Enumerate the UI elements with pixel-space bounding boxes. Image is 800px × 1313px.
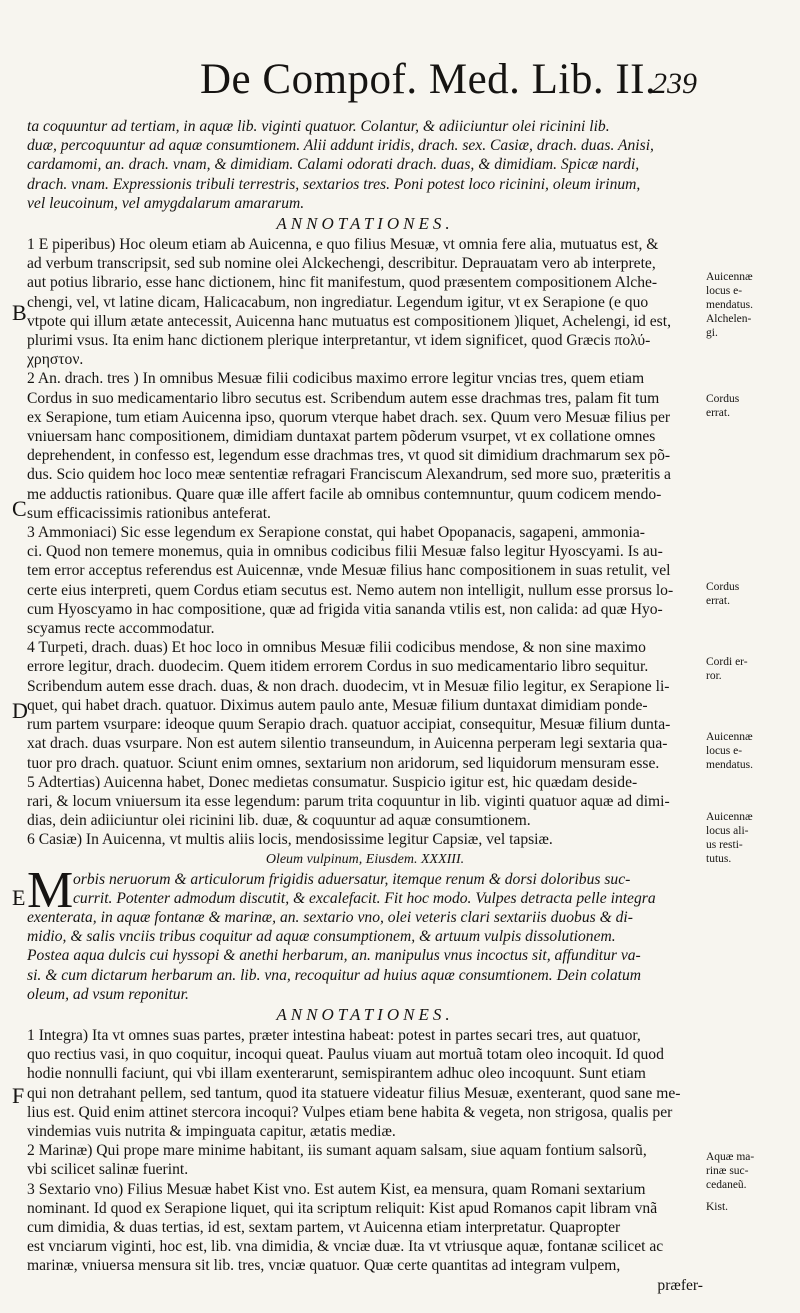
text-line [27,1064,703,1083]
text-line [27,408,703,427]
line-text: 6 Casiæ) In Auicenna, vt multis aliis locis, mendosissime legitur Capsiæ, vel tapsiæ. [27,831,553,849]
line-text: ANNOTATIONES. [276,214,454,234]
line-text: errore legitur, drach. duodecim. Quem itidem errorem Cordus in suo medicamentario libro sequitur. [27,658,649,676]
running-head [0,55,800,115]
line-text: vniuersam hanc compositionem, dimidiam duntaxat partem põderum vsurpet, vt ex collatione omnes [27,428,656,446]
margin-note-cordus-errat-2: Cordus errat. [706,581,740,607]
line-text: orbis neruorum & articulorum frigidis aduersatur, itemque renum & dorsi doloribus suc- [73,870,631,888]
line-text: dias, dein adiiciuntur olei ricinini lib. duæ, & coquuntur ad aquæ consumtionem. [27,812,531,830]
text-line [27,254,703,273]
text-line [27,312,703,331]
text-line [27,331,703,350]
line-text: rari, & locum vniuersum ita esse legendum: parum trita coquuntur in lib. viginti quatuor aquæ ad dimi- [27,792,670,810]
text-line [27,677,703,696]
margin-note-aqua-marina: Aquæ ma- rinæ suc- cedaneũ. [706,1151,755,1191]
text-line [27,155,703,174]
line-text: hodie nonnulli faciunt, qui vbi illam exenterarunt, semispirantem adhuc oleo incoquunt. Sunt etiam [27,1065,646,1083]
line-text: 1 Integra) Ita vt omnes suas partes, præter intestina habeat: potest in partes secari tres, aut quatuor, [27,1026,641,1044]
formula-title [27,850,703,870]
text-line [27,985,703,1004]
line-text: Oleum vulpinum, Eiusdem. XXXIII. [265,851,465,867]
text-line [27,946,703,965]
line-text: si. & cum dictarum herbarum an. lib. vna, recoquitur ad huius aquæ consumtionem. Dein colatum [27,966,642,984]
line-text: vindemias vuis nutrita & impinguata capitur, ætatis mediæ. [27,1122,396,1140]
line-text: me adductis rationibus. Quare quæ ille affert facile ab omnibus contemnuntur, quum codicem mendo- [27,485,662,503]
text-line [27,504,703,523]
text-line [27,619,703,638]
line-text: midio, & salis vnciis tribus coquitur ad aquæ consumptionem, & artuum vulpis dissolutionem. [27,928,616,946]
text-line [27,715,703,734]
text-line [27,1122,703,1141]
text-line [27,273,703,292]
line-text: chengi, vel, vt latine dicam, Halicacabum, non ingrediatur. Legendum igitur, vt ex Serapione (e quo [27,293,649,311]
line-text: quo rectius vasi, in quo coquitur, incoqui queat. Paulus viuam aut mortuã totam oleo incoquit. Id quod [27,1046,664,1064]
text-line [27,1218,703,1237]
text-line [27,427,703,446]
text-line [27,175,703,194]
section-heading [27,1004,703,1026]
line-text: tuor pro drach. quatuor. Sciunt enim omnes, sextarium non aridorum, sed liquidorum mensuram esse. [27,754,660,772]
line-text: exenterata, in aquæ fontanæ & marinæ, an. sextario vno, olei veteris clari sextariis duobus & di- [27,908,633,926]
text-line [27,792,703,811]
text-line [27,1160,703,1179]
line-text: cum dimidia, & duas tertias, id est, sextam partem, vt Auicenna etiam interpretatur. Quapropter [27,1218,621,1236]
line-text: sum efficacissimis rationibus anteferat. [27,504,271,522]
text-line [27,485,703,504]
line-text: vtpote qui illum ætate antecessit, Auicenna hanc mutuatus est compositionem )liquet, Achelengi, id est, [27,312,671,330]
text-line [27,1180,703,1199]
text-line [27,389,703,408]
text-line [27,1084,703,1103]
line-text: 4 Turpeti, drach. duas) Et hoc loco in omnibus Mesuæ filii codicibus mendose, & non sine maximo [27,639,646,657]
line-text: deprehendent, in confesso est, legendum esse drachmas tres, vt quod sit dimidium drachmarum sex põ- [27,447,671,465]
line-text: marinæ, vniuersa mensura sit lib. tres, vnciæ quatuor. Quæ certe quantitas ad integram vulpem, [27,1257,621,1275]
text-line [27,446,703,465]
line-text: ci. Quod non temere monemus, quia in omnibus codicibus filii Mesuæ falso legitur Hyoscyami. Is au- [27,543,663,561]
line-text: vbi scilicet salinæ fuerint. [27,1161,189,1179]
text-line [27,194,703,213]
margin-note-auicenna-emendatus-2: Auicennæ locus e- mendatus. [706,731,753,771]
text-line [27,1141,703,1160]
line-text: certe eius interpreti, quem Cordus etiam secutus est. Nemo autem non intelligit, nullum esse prorsus lo- [27,581,674,599]
text-line [27,523,703,542]
section-letter-d: D [12,698,28,723]
line-text: oleum, ad vsum reponitur. [27,985,189,1003]
text-line [27,927,703,946]
text-line [27,1199,703,1218]
text-line [27,1256,703,1275]
section-letter-c: C [12,496,27,521]
line-text: currit. Potenter admodum discutit, & excalefacit. Fit hoc modo. Vulpes detracta pelle integra [73,889,656,907]
line-text: aut potius librario, esse hanc dictionem, hinc fit manifestum, quod præsentem compositionem Alche- [27,274,658,292]
line-text: qui non detrahant pellem, sed tantum, quod ita statuere videatur filius Mesuæ, exenterant, quod sane me- [27,1084,681,1102]
line-text: xat drach. duas vsurpare. Non est autem silentio transeundum, in Auicenna perperam legi sextaria qua- [27,735,668,753]
text-line [27,1103,703,1122]
line-text: 2 Marinæ) Qui prope mare minime habitant, iis sumant aquam salsam, siue aquam fontium salsorũ, [27,1142,647,1160]
text-line [27,581,703,600]
text-line [27,908,703,927]
line-text: 3 Ammoniaci) Sic esse legendum ex Serapione constat, qui habet Opopanacis, sagapeni, ammonia- [27,524,645,542]
line-text: ad verbum transcripsit, sed sub nomine olei Alckechengi, describitur. Deprauatam vero ab interprete, [27,255,656,273]
text-line [27,773,703,792]
line-text: dus. Scio quidem hoc loco meæ sententiæ refragari Franciscum Alexandrum, sed more suo, præteritis a [27,466,671,484]
line-text: ex Serapione, tum etiam Auicenna ipso, quorum vterque habet drach. sex. Quum vero Mesuæ filius per [27,408,671,426]
line-text: 1 E piperibus) Hoc oleum etiam ab Auicenna, e quo filius Mesuæ, vt omnia fere alia, mutuatus est, & [27,236,659,254]
line-text: Scribendum autem esse drach. duas, & non drach. duodecim, vt in Mesuæ filio legitur, ex Serapione li- [27,677,670,695]
text-line [27,1045,703,1064]
text-line [27,811,703,830]
text-line [27,235,703,254]
margin-note-auicenna-emendatus: Auicennæ locus e- mendatus. Alchelen- gi. [706,271,753,339]
page-number: 239 [652,67,697,100]
section-letter-e: E [12,885,26,910]
text-line [27,638,703,657]
margin-note-cordus-errat: Cordus errat. [706,393,740,419]
line-text: duæ, percoquuntur ad aquæ consumtionem. Alii addunt iridis, drach. sex. Casiæ, drach. duas. Anisi, [27,137,654,155]
line-text: vel leucoinum, vel amygdalarum amararum. [27,194,305,212]
text-line [27,561,703,580]
line-text: tem error acceptus referendus est Auicennæ, vnde Mesuæ filius hanc compositionem in suas retulit, vel [27,562,671,580]
text-line [27,465,703,484]
section-letter-f: F [12,1083,25,1108]
margin-note-kist: Kist. [706,1201,729,1213]
line-text: est vnciarum viginti, hoc est, lib. vna dimidia, & vnciæ duæ. Ita vt vtriusque aquæ, fontanæ scilicet ac [27,1238,664,1256]
text-line [27,350,703,369]
line-text: cardamomi, an. drach. vnam, & dimidiam. Calami odorati drach. duas, & dimidiam. Spicæ nardi, [27,156,640,174]
running-title: De Compof. Med. Lib. II. [200,56,657,103]
line-text: 5 Adtertias) Auicenna habet, Donec medietas consumatur. Suspicio igitur est, hic quædam deside- [27,773,638,791]
drop-cap: M [27,861,74,919]
line-text: 2 An. drach. tres ) In omnibus Mesuæ filii codicibus maximo errore legitur vncias tres, quem etiam [27,370,645,388]
line-text: quet, qui habet drach. quatuor. Diximus autem paulo ante, Mesuæ filium duntaxat dimidiam ponde- [27,696,648,714]
line-text: lius est. Quid enim attinet stercora incoqui? Vulpes etiam bene habita & vegeta, non strigosa, qualis per [27,1103,673,1121]
text-line [27,1237,703,1256]
text-line [27,136,703,155]
text-line [27,369,703,388]
catchword [27,1276,703,1295]
line-text: nominant. Id quod ex Serapione liquet, qui ita scriptum reliquit: Kist apud Romanos capit libram vnã [27,1199,658,1217]
line-text: præfer- [657,1276,703,1294]
text-line [27,657,703,676]
text-line [27,600,703,619]
line-text: χρηστον. [27,351,84,369]
margin-note-cordi-error: Cordi er- ror. [706,656,748,682]
line-text: scyamus recte accommodatur. [27,620,215,638]
line-text: Cordus in suo medicamentario libro secutus est. Scribendum autem esse drachmas tres, palam fit tum [27,389,660,407]
text-line [27,293,703,312]
section-letter-b: B [12,300,27,325]
text-line [27,754,703,773]
text-line [27,830,703,849]
text-line [27,1026,703,1045]
text-line [27,889,703,908]
text-line [27,542,703,561]
line-text: plurimi vsus. Ita enim hanc dictionem plerique interpretantur, vt idem significet, quod Græcis πολύ- [27,332,651,350]
text-column [27,117,703,1295]
text-line [27,734,703,753]
text-line [27,966,703,985]
text-line [27,696,703,715]
line-text: cum Hyoscyamo in hac compositione, quæ ad frigida vitia sananda vtilis est, non calida: ad quæ Hyo- [27,600,663,618]
line-text: ANNOTATIONES. [276,1004,454,1024]
line-text: 3 Sextario vno) Filius Mesuæ habet Kist vno. Est autem Kist, ea mensura, quam Romani sextarium [27,1180,646,1198]
line-text: drach. vnam. Expressionis tribuli terrestris, sextarios tres. Poni potest loco ricinini, oleum irinum, [27,175,641,193]
margin-note-auicenna-restitutus: Auicennæ locus ali- us resti- tutus. [706,811,753,865]
line-text: rum partem vsurpare: ideoque quum Serapio drach. quatuor accipiat, consequitur, Mesuæ filium dunta- [27,716,671,734]
line-text: ta coquuntur ad tertiam, in aquæ lib. viginti quatuor. Colantur, & adiiciuntur olei ricinini lib. [27,118,610,135]
text-line [27,117,703,136]
section-heading [27,213,703,235]
line-text: Postea aqua dulcis cui hyssopi & anethi herbarum, an. manipulus vnus incoctus sit, affunditur va- [27,947,641,965]
